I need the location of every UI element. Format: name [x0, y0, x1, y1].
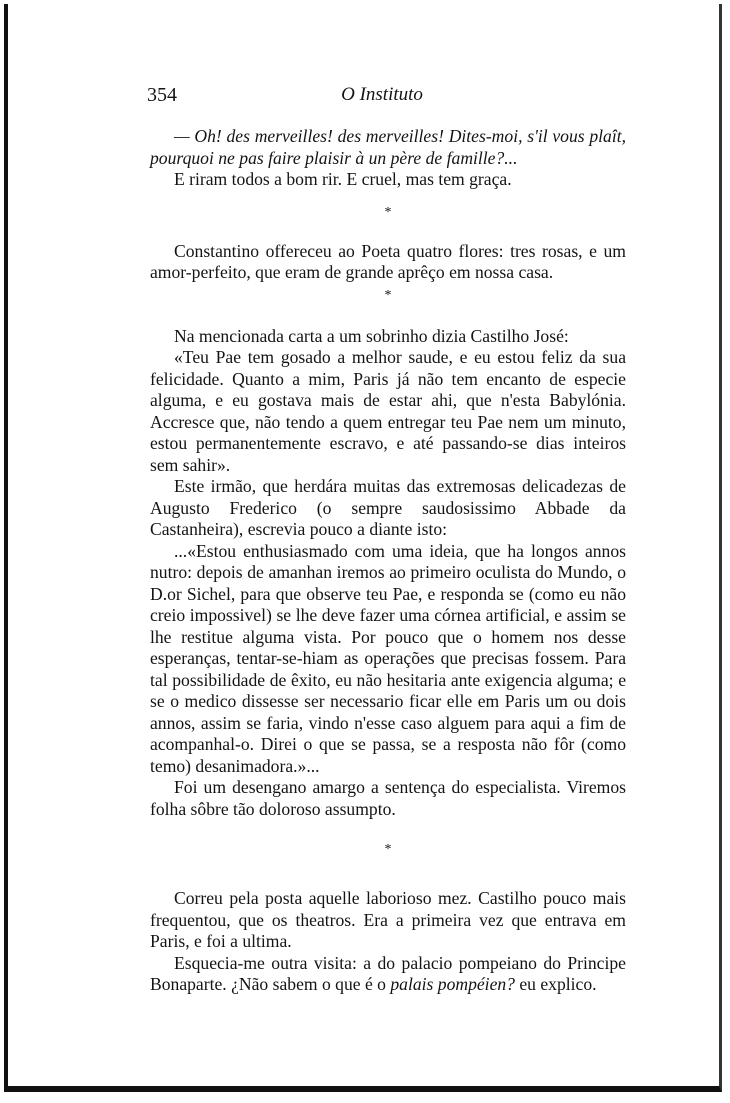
- page-body: [150, 126, 626, 996]
- paragraph-text: Esquecia-me outra visita: a do palacio pompeiano do Principe Bonaparte. ¿Não sabem o que é o: [150, 952, 626, 994]
- letter-quote: ...«Estou enthusiasmado com uma ideia, que ha longos annos nutro: depois de amanhan iremos ao primeiro oculista do Mundo, o D.or Sichel, para que observe teu Pae, e responda se (como eu não creio impossivel) se lhe deve fazer uma córnea artificial, e assim se lhe restitue alguma vista. Por pouco que o homem nos desse esperanças, tentar-se-hiam as operações que precisas fossem. Para tal possibilidade de êxito, eu não hesitaria ante exigencia alguma; e se o medico dissesse ser necessario ficar elle em Paris um ou dois annos, assim se faria, vindo n'esse caso alguem para aqui a fim de acompanhal-o. Direi o que se passa, se a resposta não fôr (como temo) desanimadora.»...: [150, 540, 626, 776]
- section-separator: *: [384, 842, 392, 857]
- page-number: 354: [147, 84, 177, 106]
- paragraph: Foi um desengano amargo a sentença do especialista. Viremos folha sôbre tão doloroso assumpto.: [150, 777, 626, 819]
- section-separator: *: [384, 204, 392, 220]
- italic-term: palais pompéien?: [390, 974, 515, 994]
- paragraph: Na mencionada carta a um sobrinho dizia Castilho José:: [174, 325, 569, 346]
- paragraph: Correu pela posta aquelle laborioso mez. Castilho pouco mais frequentou, que os theatros. Era a primeira vez que entrava em Paris, e foi a ultima.: [150, 888, 626, 951]
- paragraph: E riram todos a bom rir. E cruel, mas tem graça.: [174, 169, 512, 189]
- paragraph: Este irmão, que herdára muitas das extremosas delicadezas de Augusto Frederico (o sempre saudosissimo Abbade da Castanheira), escrevia pouco a diante isto:: [150, 476, 626, 539]
- paragraph: Constantino offereceu ao Poeta quatro flores: tres rosas, e um amor-perfeito, que eram de grande aprêço em nossa casa.: [150, 240, 626, 282]
- paragraph-text: eu explico.: [514, 974, 597, 994]
- french-quote: — Oh! des merveilles! des merveilles! Dites-moi, s'il vous plaît, pourquoi ne pas faire plaisir à un père de famille?...: [150, 126, 626, 168]
- letter-quote: «Teu Pae tem gosado a melhor saude, e eu estou feliz da sua felicidade. Quanto a mim, Paris já não tem encanto de especie alguma, e eu gostava mais de estar ahi, que n'esta Babylónia. Accresce que, não tendo a quem entregar teu Pae nem um minuto, estou permanentemente escravo, e até passando-se dias inteiros sem sahir».: [150, 347, 626, 475]
- section-separator: *: [384, 287, 392, 303]
- paragraph: [150, 953, 626, 996]
- running-title: O Instituto: [341, 84, 423, 105]
- page-header: [147, 84, 617, 108]
